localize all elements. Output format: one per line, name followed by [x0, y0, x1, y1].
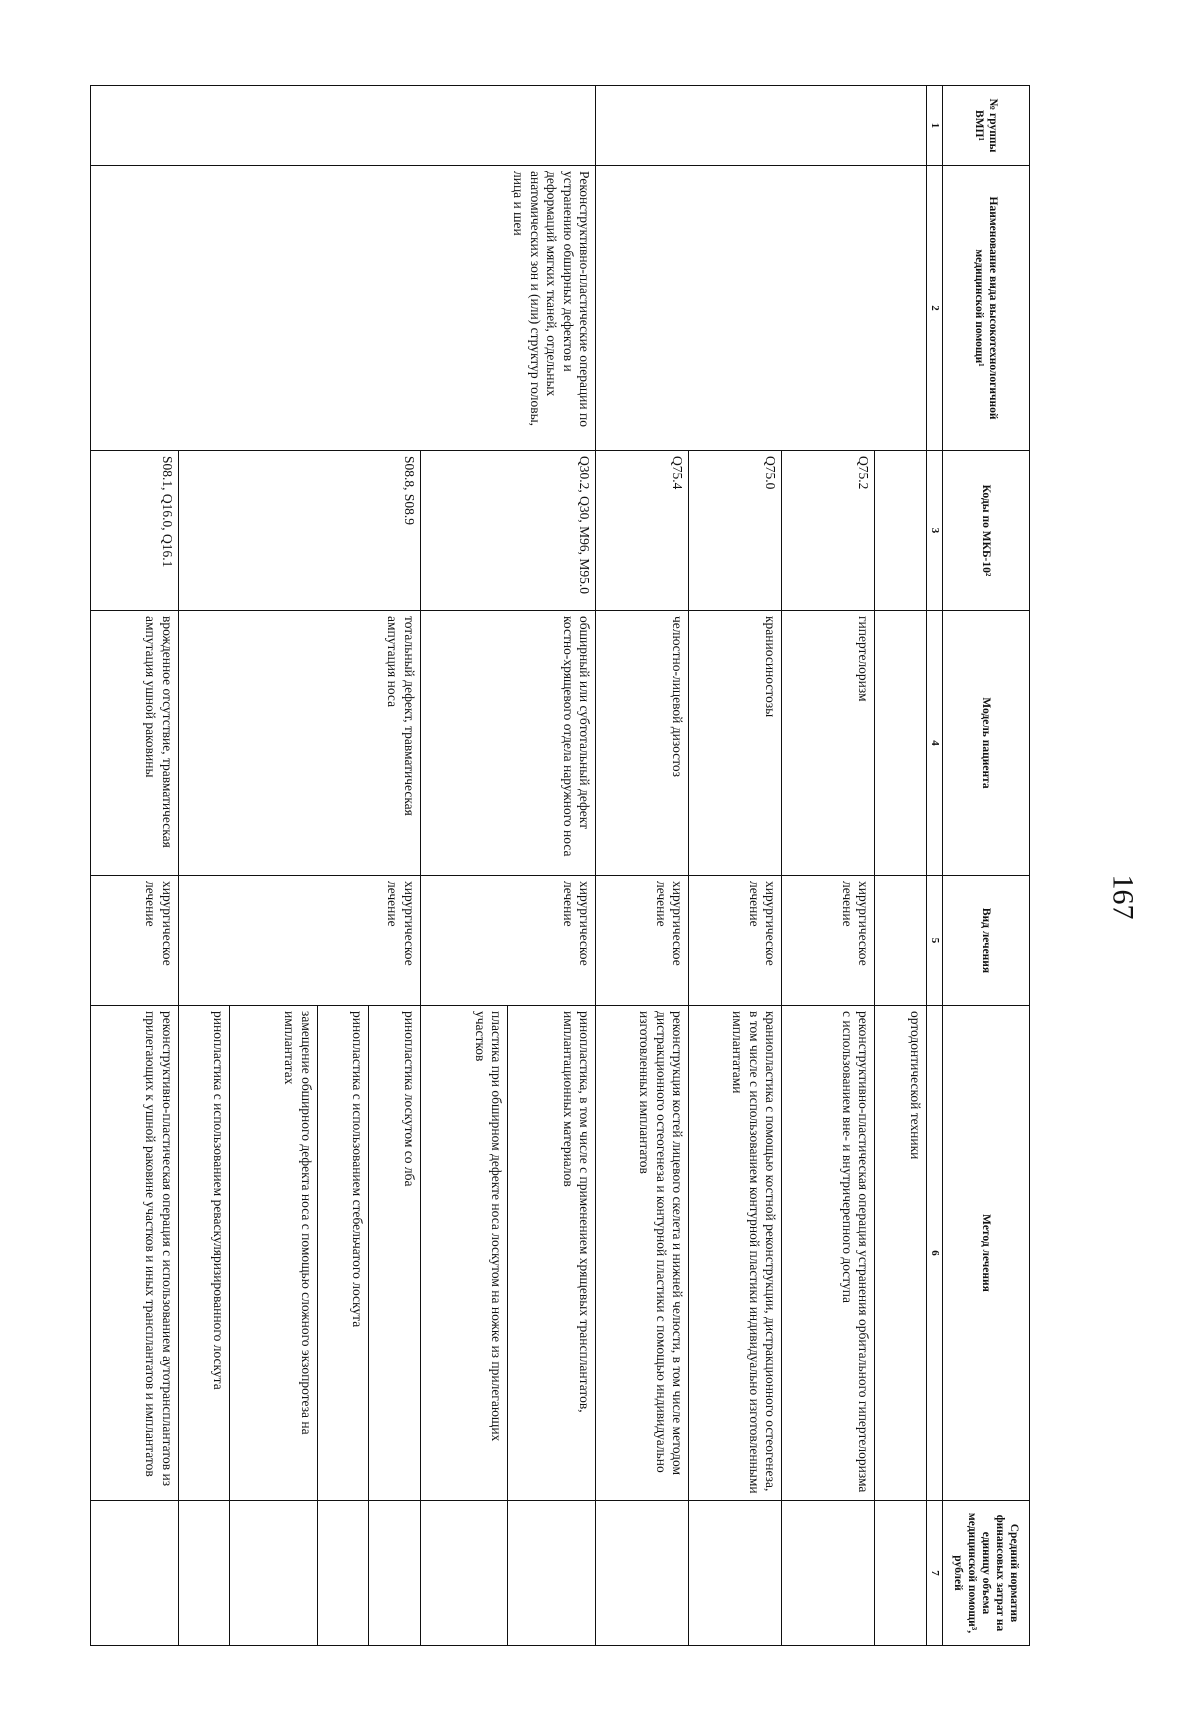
- cell-method: ринопластика лоскутом со лба: [369, 1006, 421, 1501]
- cell-model: [875, 611, 927, 876]
- cell-codes: Q30.2, Q30, M96, M95.0: [420, 451, 595, 611]
- cell-codes: S08.1, Q16.0, Q16.1: [91, 451, 179, 611]
- header-method: Метод лечения: [943, 1006, 1030, 1501]
- cell-cost: [596, 1501, 689, 1646]
- cell-group: [596, 86, 927, 166]
- cell-cost: [369, 1501, 421, 1646]
- cell-method: реконструкция костей лицевого скелета и нижней челюсти, в том числе методом дистракционного остеогенеза и контурной пластики с помощью индивидуально изготовленных имплантатов: [596, 1006, 689, 1501]
- cell-treatment: хирургическое лечение: [178, 876, 420, 1006]
- cell-codes: Q75.2: [782, 451, 875, 611]
- column-number: 2: [926, 166, 942, 451]
- table-row: [508, 86, 596, 1646]
- cell-treatment: хирургическое лечение: [689, 876, 782, 1006]
- cell-name: [596, 166, 927, 451]
- header-group: № группы ВМП¹: [943, 86, 1030, 166]
- header-treatment: Вид лечения: [943, 876, 1030, 1006]
- cell-method: ринопластика с использованием стебельчатого лоскута: [317, 1006, 369, 1501]
- cell-model: челюстно-лицевой дизостоз: [596, 611, 689, 876]
- cell-method: реконструктивно-пластическая операция устранения орбитального гипертелоризма с использованием вне- и внутричерепного доступа: [782, 1006, 875, 1501]
- cell-name: Реконструктивно-пластические операции по устранению обширных дефектов и деформаций мягких тканей, отдельных анатомических зон и (или) структур головы, лица и шеи: [91, 166, 596, 451]
- cell-treatment: хирургическое лечение: [420, 876, 595, 1006]
- cell-method: пластика при обширном дефекте носа лоскутом на ножке из прилегающих участков: [420, 1006, 508, 1501]
- cell-cost: [178, 1501, 230, 1646]
- cell-cost: [317, 1501, 369, 1646]
- cell-cost: [420, 1501, 508, 1646]
- column-number: 4: [926, 611, 942, 876]
- cell-method: краниопластика с помощью костной реконструкции, дистракционного остеогенеза, в том числе с использованием контурной пластики индивидуально изготовленными имплантатами: [689, 1006, 782, 1501]
- cell-method: ринопластика, в том числе с применением хрящевых трансплантатов, имплантационных материалов: [508, 1006, 596, 1501]
- header-number-row: [926, 86, 942, 1646]
- cell-cost: [508, 1501, 596, 1646]
- header-row: [943, 86, 1030, 1646]
- cell-cost: [91, 1501, 179, 1646]
- cell-model: краниосиностозы: [689, 611, 782, 876]
- cell-model: врожденное отсутствие, травматическая ампутация ушной раковины: [91, 611, 179, 876]
- cell-codes: S08.8, S08.9: [178, 451, 420, 611]
- header-model: Модель пациента: [943, 611, 1030, 876]
- document-rotated-area: [90, 85, 1030, 1645]
- cell-model: тотальный дефект, травматическая ампутация носа: [178, 611, 420, 876]
- column-number: 3: [926, 451, 942, 611]
- cell-treatment: хирургическое лечение: [782, 876, 875, 1006]
- page-number: 167: [1106, 874, 1140, 920]
- cell-cost: [782, 1501, 875, 1646]
- header-cost: Средний норматив финансовых затрат на единицу объема медицинской помощи³, рублей: [943, 1501, 1030, 1646]
- cell-treatment: хирургическое лечение: [596, 876, 689, 1006]
- column-number: 6: [926, 1006, 942, 1501]
- vmp-table: [90, 85, 1030, 1646]
- column-number: 7: [926, 1501, 942, 1646]
- column-number: 5: [926, 876, 942, 1006]
- cell-method: реконструктивно-пластическая операция с использованием аутотрансплантатов из прилегающих к ушной раковине участков и иных трансплантатов и имплантатов: [91, 1006, 179, 1501]
- cell-treatment: хирургическое лечение: [91, 876, 179, 1006]
- cell-codes: Q75.0: [689, 451, 782, 611]
- cell-codes: [875, 451, 927, 611]
- cell-group: [91, 86, 596, 166]
- cell-codes: Q75.4: [596, 451, 689, 611]
- cell-cost: [875, 1501, 927, 1646]
- cell-cost: [689, 1501, 782, 1646]
- header-codes: Коды по МКБ-10²: [943, 451, 1030, 611]
- cell-treatment: [875, 876, 927, 1006]
- cell-model: гипертелоризм: [782, 611, 875, 876]
- table-row: [875, 86, 927, 1646]
- cell-model: обширный или субтотальный дефект костно-хрящевого отдела наружного носа: [420, 611, 595, 876]
- cell-method: замещение обширного дефекта носа с помощью сложного экзопротеза на имплантатах: [230, 1006, 318, 1501]
- column-number: 1: [926, 86, 942, 166]
- cell-method: ортодонтической техники: [875, 1006, 927, 1501]
- cell-method: ринопластика с использованием реваскуляризированного лоскута: [178, 1006, 230, 1501]
- header-name: Наименование вида высокотехнологичной медицинской помощи¹: [943, 166, 1030, 451]
- cell-cost: [230, 1501, 318, 1646]
